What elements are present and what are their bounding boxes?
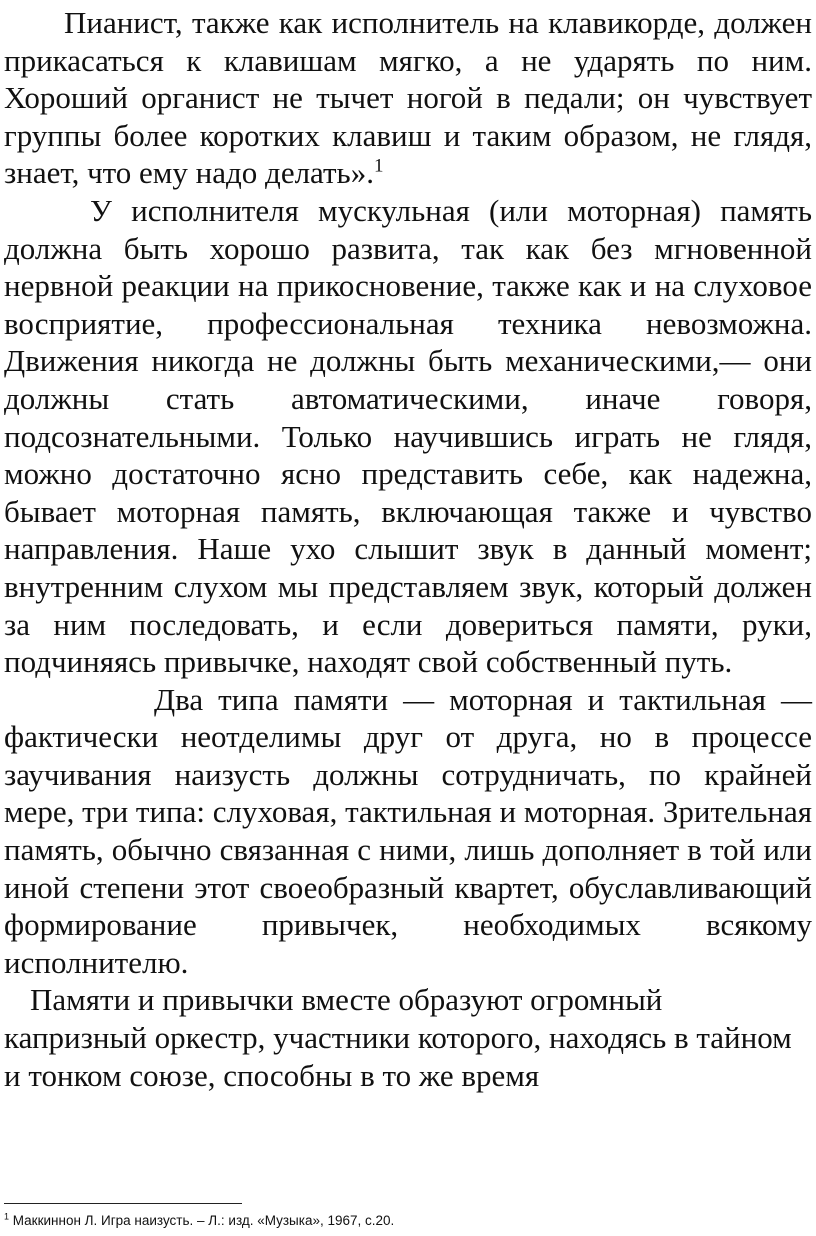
paragraph-2-text: У исполнителя мускульная (или моторная) память должна быть хорошо развита, так как без мгновенной нервной реакции на прикосновение, также как и на слуховое восприятие, профессиональная техника невозможна. Движения никогда не должны быть механическими,— они должны стать автоматическими, иначе говоря, подсознательными. Только научившись играть не глядя, можно достаточно ясно представить себе, как надежна, бывает моторная память, включающая также и чувство направления. Наше ухо слышит звук в данный момент; внутренним слухом мы представляем звук, который должен за ним последовать, и если довериться памяти, руки, подчиняясь привычке, находят свой собственный путь. (4, 192, 812, 680)
paragraph-1-text: Пианист, также как исполнитель на клавикорде, должен прикасаться к клавишам мягко, а не ударять по ним. Хороший органист не тычет ногой в педали; он чувствует группы более коротких клавиш и таким образом, не глядя, знает, что ему надо делать». (4, 5, 812, 191)
footnote-marker: 1 (4, 1211, 10, 1222)
footnote-text: Маккиннон Л. Игра наизусть. – Л.: изд. «Музыка», 1967, с.20. (12, 1213, 395, 1228)
paragraph-4 (4, 981, 812, 1094)
paragraph-4-text: Памяти и привычки вместе образуют огромный капризный оркестр, участники которого, находясь в тайном и тонком союзе, способны в то же время (4, 982, 792, 1093)
body-text (4, 4, 812, 1094)
paragraph-3-text: Два типа памяти — моторная и тактильная — фактически неотделимы друг от друга, но в процессе заучивания наизусть должны сотрудничать, по крайней мере, три типа: слуховая, тактильная и моторная. Зрительная память, обычно связанная с ними, лишь дополняет в той или иной степени этот своеобразный квартет, обуславливающий формирование привычек, необходимых всякому исполнителю. (4, 681, 812, 980)
paragraph-2 (4, 192, 812, 681)
paragraph-1 (4, 4, 812, 192)
footnote-separator (4, 1203, 242, 1204)
footnote (4, 1212, 812, 1229)
paragraph-3 (4, 681, 812, 982)
footnote-reference: 1 (373, 156, 384, 178)
